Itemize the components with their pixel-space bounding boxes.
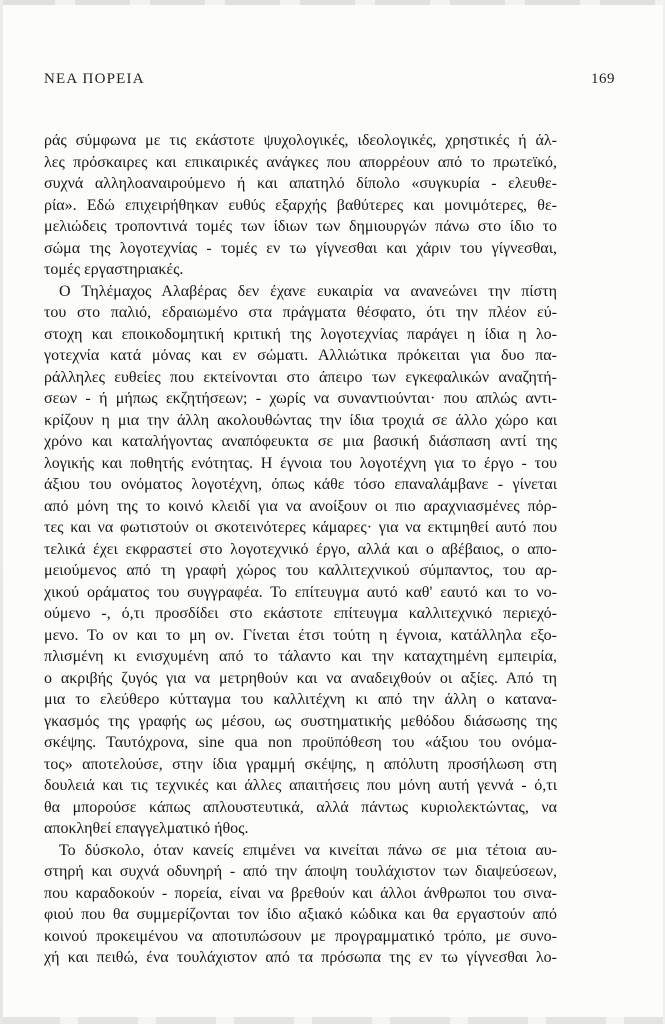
text-line: ο ακριβής ζυγός για να μετρηθούν και να αναδειχθούν οι αξίες. Από τη [44,669,557,687]
text-line: χή και πειθώ, ένα τουλάχιστον από τα πρόσωπα της εν τω γίγνεσθαι λο- [44,949,557,966]
text-line: σκέψης. Ταυτόχρονα, sine qua non προϋπόθεση του «άξιου του ονόμα- [44,734,557,751]
text-line: μενο. Το ον και το μη ον. Γίνεται έτσι τούτη η έγνοια, κατάλληλα εξο- [44,626,557,644]
text-line: μελιώδεις τροποντινά τομές των ίδιων των δημιουργών πάνω στο ίδιο το [44,218,557,235]
text-line: από μόνη της το κοινό κλειδί για να ανοίξουν οι πιο αραχνιασμένες πόρ- [44,497,557,515]
scan-edge-left [0,0,3,1024]
text-line: μειούμενος από τη γραφή χώρος του καλλιτεχνικού σύμπαντος, του αρ- [44,562,557,579]
text-line: τες και να φωτιστούν οι σκοτεινότερες κάμαρες· για να εκτιμηθεί αυτό που [44,519,557,536]
text-line: πλισμένη κι ενισχυμένη από το τάλαντο και την καταχτημένη εμπειρία, [44,648,557,665]
body-text [44,130,557,969]
text-line: θα μπορούσε κάπως απλουστευτικά, αλλά πάντως κυριολεκτώντας, να [44,798,557,816]
text-line: τομές εργαστηριακές. [44,261,184,278]
running-head [44,71,615,88]
text-line: στοχη και εποικοδομητική κριτική της λογοτεχνίας παράγει η ίδια η λο- [44,325,557,343]
text-line: αποκληθεί επαγγελματικό ήθος. [44,820,249,837]
scan-edge-top [0,0,665,5]
text-line: τος» αποτελούσε, στην ίδια γραμμή σκέψης, η απόλυτη προσήλωση στη [44,755,557,773]
paragraph [44,130,557,281]
text-line: γοτεχνία κατά μόνας και εν σώματι. Αλλιώτικα πρόκειται για δυο πα- [44,347,557,364]
paragraph [44,840,557,969]
text-line: μια το ελεύθερο κύτταγμα του καλλιτέχνη κι από την άλλη ο κατανα- [44,691,557,708]
text-line: τελικά έχει εκφραστεί στο λογοτεχνικό έργο, αλλά και ο αβέβαιος, ο απο- [44,540,557,558]
text-line: ρία». Εδώ επιχειρήθηκαν ευθύς εξαρχής βαθύτερες και μονιμότερες, θε- [44,196,557,214]
paragraph [44,281,557,840]
text-line: γκασμός της γραφής ως μέσου, ως συστηματικής μεθόδου διάσωσης της [44,712,557,730]
text-line: κρίζουν η μια την άλλη ακολουθώντας την ίδια τροχιά σε άλλο χώρο και [44,411,557,429]
page-number: 169 [591,71,615,87]
text-line: του στο παλιό, εδραιωμένο στα πράγματα θέσφατο, ότι την πλέον εύ- [44,304,557,321]
text-line: που καραδοκούν - πορεία, είναι να βρεθούν και άλλοι άνθρωποι του σινα- [44,884,557,902]
scan-edge-bottom [0,1017,665,1024]
journal-title: ΝΕΑ ΠΟΡΕΙΑ [44,71,145,87]
text-line: λες πρόσκαιρες και επικαιρικές ανάγκες που απορρέουν από το πρωτεϊκό, [44,153,557,171]
text-line: κοινού προκειμένου να αποτυπώσουν με προγραμματικό τρόπο, με συνο- [44,927,557,945]
text-line: ράλληλες ευθείες που εκτείνονται στο άπειρο των εγκεφαλικών αναζητή- [44,368,557,386]
text-line: δουλειά και τις τεχνικές και άλλες απαιτήσεις που μόνη αυτή γεννά - ό,τι [44,777,557,794]
text-line: στηρή και συχνά οδυνηρή - από την άποψη τουλάχιστον των διαψεύσεων, [44,863,557,880]
text-line: σεων - ή μήπως εκζητήσεων; - χωρίς να συναντιούνται· που απλώς αντι- [44,390,557,407]
text-line: ούμενο -, ό,τι προσδίδει στο εκάστοτε επίτευγμα καλλιτεχνικό περιεχό- [44,605,557,622]
text-line: συχνά αλληλοαναιρούμενο ή και απατηλό δίπολο «συγκυρία - ελευθε- [44,175,557,192]
text-line: λογικής και ποθητής ενότητας. Η έγνοια του λογοτέχνη για το έργο - του [44,454,557,472]
text-line: φιού που θα συμμερίζονται τον ίδιο αξιακό κώδικα και θα εργαστούν από [44,906,557,923]
text-line: σώμα της λογοτεχνίας - τομές εν τω γίγνεσθαι και χάριν του γίγνεσθαι, [44,239,557,257]
text-line: χρόνο και καταλήγοντας αναπόφευκτα σε μια βασική διάσπαση αντί της [44,433,557,450]
text-line: ράς σύμφωνα με τις εκάστοτε ψυχολογικές, ιδεολογικές, χρηστικές ή άλ- [44,132,557,149]
text-line: Το δύσκολο, όταν κανείς επιμένει να κινείται πάνω σε μια τέτοια αυ- [59,841,557,859]
text-line: Ο Τηλέμαχος Αλαβέρας δεν έχανε ευκαιρία να ανανεώνει την πίστη [59,282,557,300]
text-line: χικού οράματος του συγγραφέα. Το επίτευγμα αυτό καθ' εαυτό και το νο- [44,583,557,601]
text-line: άξιου του ονόματος λογοτέχνη, όπως κάθε τόσο επαναλάμβανε - γίνεται [44,476,557,493]
